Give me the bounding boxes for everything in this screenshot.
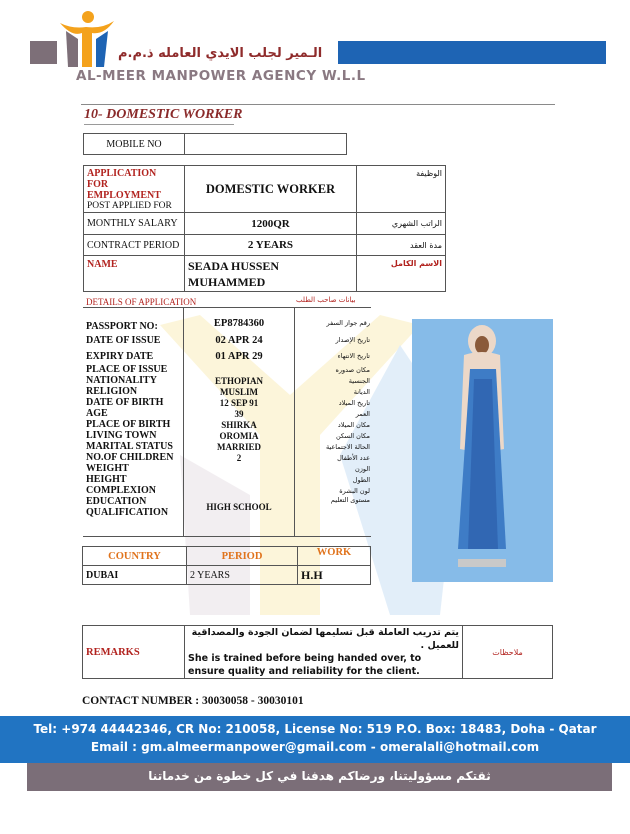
complexion-value <box>184 485 294 496</box>
place-of-issue-label: PLACE OF ISSUE <box>86 364 168 375</box>
expiry-date-label-ar: تاريخ الانتهاء <box>337 352 370 360</box>
details-divider <box>83 307 371 308</box>
post-applied-label: POST APPLIED FOR <box>87 201 172 211</box>
dob-value: 12 SEP 91 <box>219 397 259 408</box>
religion-value: MUSLIM <box>220 386 258 397</box>
children-label-ar: عدد الأطفال <box>337 453 370 462</box>
passport-value: EP8784360 <box>213 317 265 329</box>
contact-number: CONTACT NUMBER : 30030058 - 30030101 <box>82 695 304 707</box>
remarks-text-cell <box>185 626 463 679</box>
company-name-arabic: الـمير لجلب الايدي العامله ذ.م.م <box>118 46 323 61</box>
period-value: 2 YEARS <box>187 566 298 585</box>
details-bottom-line <box>83 536 371 537</box>
footer-address: Tel: +974 44442346, CR No: 210058, License No: 519 P.O. Box: 18483, Doha - Qatar <box>33 722 597 736</box>
name-label-ar: الاسم الكامل <box>357 256 446 292</box>
mobile-label: MOBILE NO <box>84 134 185 155</box>
age-label: AGE <box>86 408 108 419</box>
period-header: PERIOD <box>187 547 298 566</box>
height-label-ar: الطول <box>352 475 370 484</box>
contract-value: 2 YEARS <box>185 235 357 256</box>
company-logo-icon <box>52 9 120 69</box>
applicant-photo <box>412 319 553 582</box>
remarks-label: REMARKS <box>83 626 185 679</box>
issue-date-value: 02 APR 24 <box>215 334 263 346</box>
weight-label: WEIGHT <box>86 463 129 474</box>
page-title: 10- DOMESTIC WORKER <box>84 107 243 122</box>
expiry-date-value: 01 APR 29 <box>215 350 263 362</box>
passport-label-ar: رقم جواز السفر <box>326 319 370 327</box>
mobile-table <box>83 133 347 155</box>
living-town-label-ar: مكان السكن <box>335 431 370 440</box>
country-value: DUBAI <box>83 566 187 585</box>
weight-label-ar: الوزن <box>354 464 370 473</box>
nationality-label-ar: الجنسية <box>348 376 370 385</box>
marital-status-value: MARRIED <box>217 441 261 452</box>
application-table <box>83 165 446 292</box>
contract-label: CONTRACT PERIOD <box>84 235 185 256</box>
dob-label: DATE OF BIRTH <box>86 397 164 408</box>
name-value-line1: SEADA HUSSEN <box>188 258 280 273</box>
qualification-label: QUALIFICATION <box>86 507 169 518</box>
header-bar-right <box>338 41 606 64</box>
details-label: DETAILS OF APPLICATION <box>86 297 197 307</box>
passport-label: PASSPORT NO: <box>86 321 158 332</box>
education-value: HIGH SCHOOL <box>206 502 272 512</box>
place-of-birth-label-ar: مكان الميلاد <box>337 420 370 429</box>
complexion-label: COMPLEXION <box>86 485 156 496</box>
name-value-line2: MUHAMMED <box>188 274 266 289</box>
work-value: H.H <box>298 566 371 585</box>
expiry-date-label: EXPIRY DATE <box>86 350 154 362</box>
religion-label: RELIGION <box>86 386 138 397</box>
footer-email: Email : gm.almeermanpower@gmail.com - omeralali@hotmail.com <box>90 740 540 754</box>
details-table <box>84 314 372 518</box>
place-of-birth-value: SHIRKA <box>221 419 257 430</box>
name-value-cell <box>185 256 357 292</box>
salary-label: MONTHLY SALARY <box>84 213 185 235</box>
work-header: WORK <box>298 547 371 566</box>
remarks-text-ar: يتم تدريب العاملة قبل تسليمها لضمان الجودة والمصداقية للعميل . <box>191 627 459 651</box>
height-label: HEIGHT <box>86 474 127 485</box>
education-label-ar: مستوى التعليم <box>330 496 370 504</box>
experience-table <box>82 546 371 585</box>
weight-value <box>184 463 294 474</box>
children-value: 2 <box>236 452 242 463</box>
application-label-line1: APPLICATION <box>87 168 157 179</box>
remarks-text-en: She is trained before being handed over, to ensure quality and reliability for the client. <box>188 653 422 677</box>
living-town-value: OROMIA <box>219 430 259 441</box>
age-label-ar: العمر <box>355 409 370 418</box>
dob-label-ar: تاريخ الميلاد <box>338 398 370 407</box>
children-label: NO.OF CHILDREN <box>86 452 174 463</box>
place-of-issue-value <box>184 364 294 375</box>
person-photo-icon <box>412 319 553 582</box>
living-town-label: LIVING TOWN <box>86 430 157 441</box>
application-label-line2: FOR <box>87 179 109 190</box>
post-applied-label-ar: الوظيفة <box>357 166 446 213</box>
nationality-value: ETHOPIAN <box>214 375 263 386</box>
company-name-english: AL-MEER MANPOWER AGENCY W.L.L <box>76 68 366 84</box>
height-value <box>184 474 294 485</box>
issue-date-label-ar: تاريخ الإصدار <box>335 336 370 344</box>
contract-label-ar: مدة العقد <box>357 235 446 256</box>
country-header: COUNTRY <box>83 547 187 566</box>
remarks-table <box>82 625 553 679</box>
remarks-label-ar: ملاحظات <box>463 626 553 679</box>
marital-status-label-ar: الحالة الاجتماعية <box>325 442 370 451</box>
nationality-label: NATIONALITY <box>86 375 157 386</box>
header-divider <box>81 104 555 105</box>
application-label-line3: EMPLOYMENT <box>87 190 161 201</box>
post-applied-value: DOMESTIC WORKER <box>185 166 357 213</box>
age-value: 39 <box>234 408 244 419</box>
marital-status-label: MARITAL STATUS <box>86 441 173 452</box>
application-label-cell <box>84 166 185 213</box>
issue-date-label: DATE OF ISSUE <box>86 334 161 346</box>
application-label-red <box>87 168 181 201</box>
religion-label-ar: الديانة <box>353 387 370 396</box>
name-label: NAME <box>84 256 185 292</box>
place-of-birth-label: PLACE OF BIRTH <box>86 419 171 430</box>
mobile-value <box>185 134 347 155</box>
salary-value: 1200QR <box>185 213 357 235</box>
place-of-issue-label-ar: مكان صدوره <box>335 365 370 374</box>
salary-label-ar: الراتب الشهري <box>357 213 446 235</box>
education-label-cell <box>84 496 184 518</box>
title-underline <box>84 124 234 125</box>
complexion-label-ar: لون البشرة <box>339 486 370 495</box>
footer-slogan-ar: ثقتكم مسؤوليتنا، ورضاكم هدفنا في كل خطوة من خدماتنا <box>148 769 491 783</box>
details-label-ar: بيانات صاحب الطلب <box>296 296 356 304</box>
education-label: EDUCATION <box>86 496 147 507</box>
